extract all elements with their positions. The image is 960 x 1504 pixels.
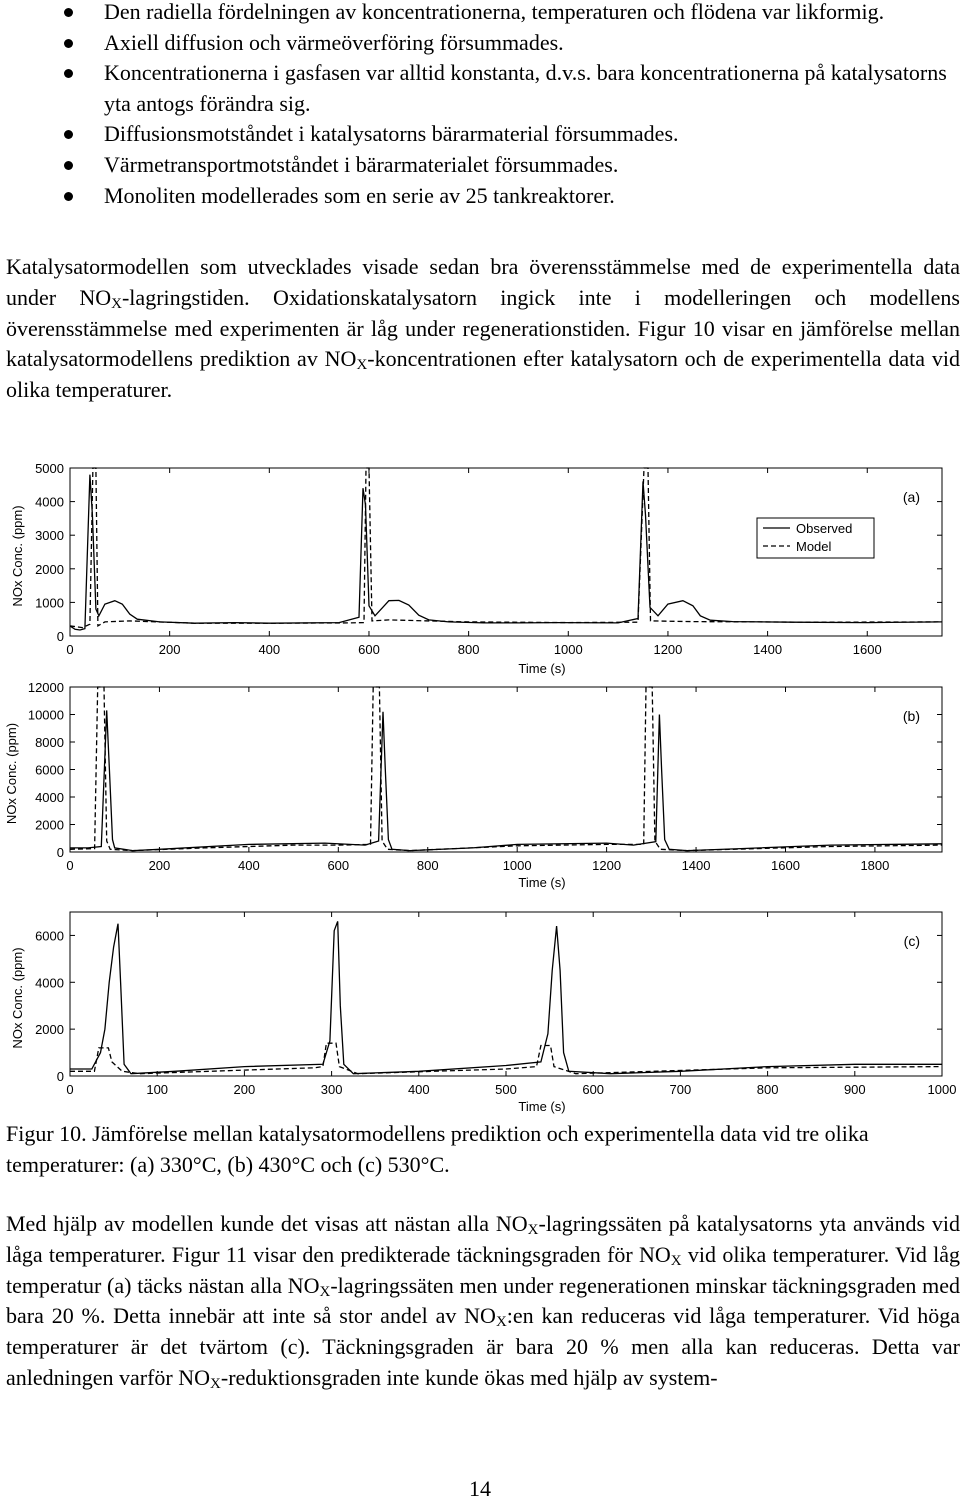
bullet-icon <box>64 161 73 170</box>
y-tick-label: 6000 <box>35 928 64 944</box>
legend-label-model: Model <box>796 539 832 554</box>
x-tick-label: 1000 <box>553 642 583 657</box>
y-tick-label: 4000 <box>35 975 64 991</box>
series-line-model <box>70 687 942 851</box>
y-tick-label: 10000 <box>27 707 64 723</box>
legend-label-observed: Observed <box>796 521 853 536</box>
x-tick-label: 600 <box>327 858 350 873</box>
x-tick-label: 700 <box>669 1082 692 1097</box>
panel-label: (c) <box>903 933 920 949</box>
y-tick-label: 0 <box>56 1069 64 1084</box>
list-item: Koncentrationerna i gasfasen var alltid konstanta, d.v.s. bara koncentrationerna på katalysatorns yta antogs förändra sig. <box>0 58 960 119</box>
bullet-icon <box>64 39 73 48</box>
y-tick-label: 3000 <box>35 528 64 544</box>
x-tick-label: 1600 <box>852 642 882 657</box>
x-tick-label: 800 <box>416 858 439 873</box>
y-tick-label: 0 <box>56 845 64 860</box>
x-tick-label: 600 <box>358 642 380 657</box>
y-axis-label: NOx Conc. (ppm) <box>10 505 25 607</box>
y-tick-label: 5000 <box>35 461 64 476</box>
x-tick-label: 1400 <box>681 858 711 873</box>
y-tick-label: 4000 <box>35 494 64 510</box>
panel-label: (b) <box>902 708 920 724</box>
x-tick-label: 1800 <box>860 858 890 873</box>
list-item: Diffusionsmotståndet i katalysatorns bärarmaterial försummades. <box>0 119 960 150</box>
x-tick-label: 1400 <box>753 642 783 657</box>
x-tick-label: 1000 <box>502 858 532 873</box>
x-tick-label: 400 <box>258 642 281 657</box>
y-tick-label: 2000 <box>35 1022 64 1038</box>
chart-panel-1 <box>4 680 942 890</box>
x-tick-label: 1200 <box>592 858 622 873</box>
x-tick-label: 800 <box>756 1082 779 1097</box>
y-tick-label: 2000 <box>35 561 64 577</box>
list-item: Den radiella fördelningen av koncentrationerna, temperaturen och flödena var likformig. <box>0 0 960 28</box>
figure-10 <box>0 450 960 1118</box>
x-axis-label: Time (s) <box>518 1099 566 1114</box>
paragraph-coverage: Med hjälp av modellen kunde det visas att nästan alla $NO_X$-lagringssäten på katalysatorns yta används vid låga temperaturer. Figur 11 visar den predikterade täckningsgraden för $NO_X$ vid olika temperaturer. Vid låg temperatur (a) täcks nästan alla $NO_X$-lagringssäten men under regenerationen minskar täckningsgraden med bara 20 %. Detta innebär att inte så stor andel av $NO_X:en$ kan reduceras vid låga temperaturer. Vid höga temperaturer är det tvärtom (c). Täckningsgraden är bara 20 % men alla kan reduceras. Detta var anledningen varför $NO_X$-reduktionsgraden inte kunde ökas med hjälp av system- <box>6 1211 960 1392</box>
y-tick-label: 0 <box>56 629 64 644</box>
bullet-icon <box>64 130 73 139</box>
bullet-icon <box>64 192 73 201</box>
series-line-observed <box>70 921 942 1073</box>
series-line-observed <box>70 710 942 850</box>
y-tick-label: 1000 <box>35 595 64 611</box>
chart-panel-0 <box>10 461 942 676</box>
plot-frame <box>70 687 942 852</box>
x-tick-label: 100 <box>146 1082 169 1097</box>
bullet-icon <box>64 69 73 78</box>
x-tick-label: 0 <box>66 642 74 657</box>
list-item: Värmetransportmotståndet i bärarmaterialet försummades. <box>0 150 960 181</box>
x-tick-label: 0 <box>66 858 74 873</box>
x-tick-label: 900 <box>843 1082 866 1097</box>
y-tick-label: 8000 <box>35 735 64 750</box>
assumption-list <box>0 0 960 211</box>
chart-panel-2 <box>10 912 956 1114</box>
plot-frame <box>70 912 942 1076</box>
bullet-icon <box>64 8 73 17</box>
paragraph-model-description: Katalysatormodellen som utvecklades visade sedan bra överensstämmelse med de experimentella data under $NO_X$-lagringstiden. Oxidationskatalysatorn ingick inte i modelleringen och modellens överensstämmelse med experimenten är låg under regenerationstiden. Figur 10 visar en jämförelse mellan katalysatormodellens prediktion av $NO_X$-koncentrationen efter katalysatorn och de experimentella data vid olika temperaturer. <box>6 254 960 403</box>
y-tick-label: 12000 <box>27 680 64 695</box>
x-tick-label: 300 <box>320 1082 343 1097</box>
x-tick-label: 200 <box>233 1082 256 1097</box>
y-tick-label: 2000 <box>35 817 64 833</box>
panel-label: (a) <box>902 489 920 505</box>
list-item: Monoliten modellerades som en serie av 25 tankreaktorer. <box>0 181 960 212</box>
x-axis-label: Time (s) <box>518 661 566 676</box>
x-tick-label: 200 <box>158 642 181 657</box>
x-tick-label: 1600 <box>771 858 800 873</box>
y-axis-label: NOx Conc. (ppm) <box>4 722 19 825</box>
x-tick-label: 500 <box>495 1082 517 1097</box>
list-item: Axiell diffusion och värmeöverföring försummades. <box>0 28 960 59</box>
x-tick-label: 200 <box>148 858 171 873</box>
x-tick-label: 400 <box>407 1082 430 1097</box>
x-tick-label: 1000 <box>927 1082 957 1097</box>
x-tick-label: 1200 <box>653 642 683 657</box>
x-tick-label: 400 <box>238 858 260 873</box>
y-axis-label: NOx Conc. (ppm) <box>10 947 25 1049</box>
y-tick-label: 4000 <box>35 790 64 805</box>
y-tick-label: 6000 <box>35 762 64 778</box>
x-tick-label: 600 <box>582 1082 605 1097</box>
x-axis-label: Time (s) <box>518 875 566 890</box>
x-tick-label: 800 <box>457 642 480 657</box>
x-tick-label: 0 <box>66 1082 74 1097</box>
figure-caption: Figur 10. Jämförelse mellan katalysatormodellens prediktion och experimentella data vid tre olika temperaturer: (a) 330°C, (b) 430°C och (c) 530°C. <box>6 1121 869 1177</box>
chart-legend <box>757 518 874 558</box>
page-number: 14 <box>469 1476 491 1501</box>
